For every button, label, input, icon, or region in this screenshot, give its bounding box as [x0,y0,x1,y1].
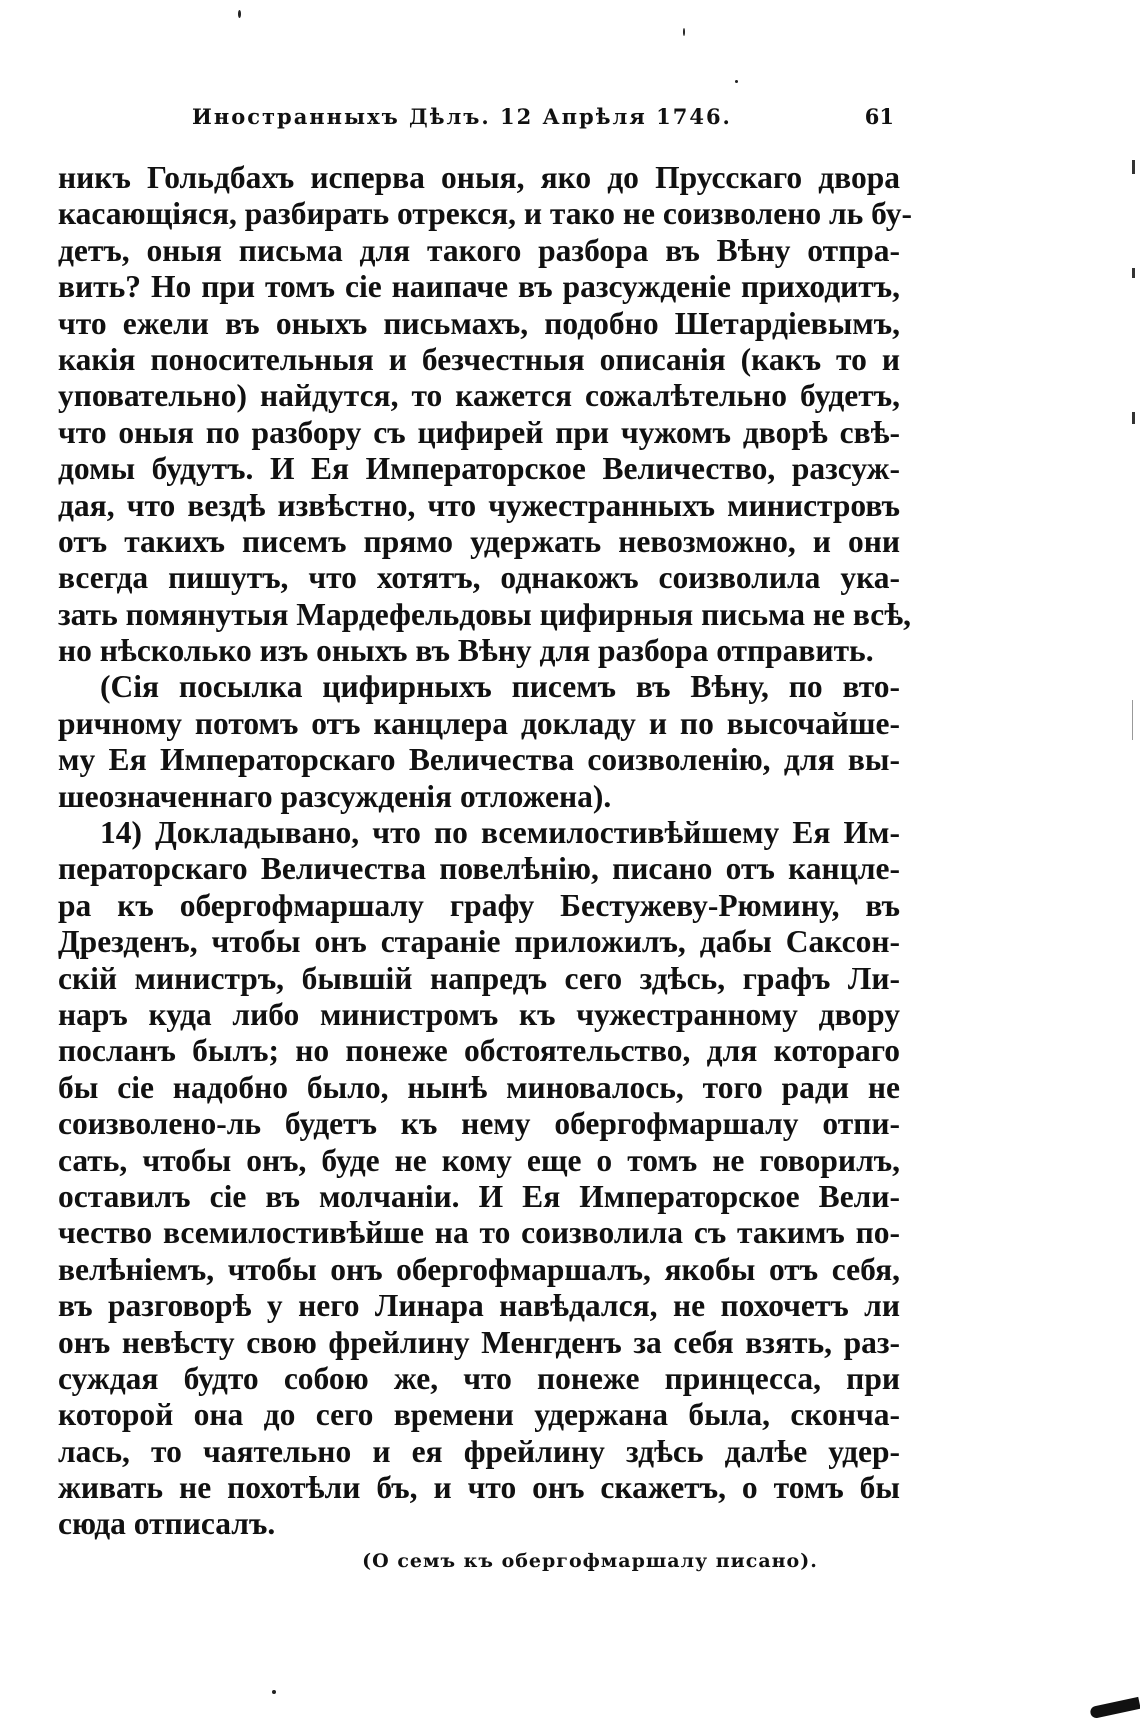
text-line: онъ невѣсту свою фрейлину Менгденъ за себя взять, раз- [58,1324,900,1360]
text-line: соизволено-ль будетъ къ нему обергофмаршалу отпи- [58,1106,900,1142]
text-line: касающіяся, разбирать отрекся, и тако не соизволено ль бу- [58,196,912,232]
running-header [192,104,894,140]
text-line: наръ куда либо министромъ къ чужестранному двору [58,996,900,1032]
text-line: дая, что вездѣ извѣстно, что чужестранныхъ министровъ [58,487,900,523]
text-line: му Ея Императорскаго Величества соизволенію, для вы- [58,742,900,778]
scan-speck [272,1690,276,1694]
text-line: что ежели въ оныхъ письмахъ, подобно Шетардіевымъ, [58,305,900,341]
text-line: велѣніемъ, чтобы онъ обергофмаршалъ, якобы отъ себя, [58,1251,900,1287]
text-line: что оныя по разбору съ цифирей при чужомъ дворѣ свѣ- [58,414,900,450]
scan-edge-mark [1132,268,1135,278]
text-line: 14) Докладывано, что по всемилостивѣйшему Ея Им- [100,815,900,851]
running-title: Иностранныхъ Дѣлъ. 12 Апрѣля 1746. [192,104,732,129]
text-line: сать, чтобы онъ, буде не кому еще о томъ не говорилъ, [58,1142,900,1178]
text-line: зать помянутыя Мардефельдовы цифирныя письма не всѣ, [58,596,912,632]
text-line: вить? Но при томъ сіе наипаче въ разсужденіе приходитъ, [58,269,900,305]
text-line: посланъ былъ; но понеже обстоятельство, для котораго [58,1033,900,1069]
text-line: Дрезденъ, чтобы онъ стараніе приложилъ, дабы Саксон- [58,924,900,960]
text-line: ричному потомъ отъ канцлера докладу и по высочайше- [58,705,900,741]
text-line: но нѣсколько изъ оныхъ въ Вѣну для разбора отправить. [58,633,874,669]
scan-speck [735,80,738,83]
text-line: шеозначеннаго разсужденія отложена). [58,778,612,814]
text-line: ператорскаго Величества повелѣнію, писано отъ канцле- [58,851,900,887]
text-line: домы будутъ. И Ея Императорское Величество, разсуж- [58,451,900,487]
body-text [58,160,912,1543]
text-line: оставилъ сіе въ молчаніи. И Ея Императорское Вели- [58,1178,900,1214]
scan-edge-mark [1132,160,1135,174]
text-line: бы сіе надобно было, нынѣ миновалось, того ради не [58,1069,900,1105]
text-line: скій министръ, бывшій напредъ сего здѣсь, графъ Ли- [58,960,900,996]
text-line: детъ, оныя письма для такого разбора въ Вѣну отпра- [58,232,900,268]
scan-corner-mark [1089,1697,1140,1719]
scan-speck [683,28,685,36]
text-line: отъ такихъ писемъ прямо удержать невозможно, и они [58,523,900,559]
text-line: (Сія посылка цифирныхъ писемъ въ Вѣну, по вто- [100,669,900,705]
text-line: которой она до сего времени удержана была, сконча- [58,1397,900,1433]
text-line: суждая будто собою же, что понеже принцесса, при [58,1360,900,1396]
scan-edge-mark [1132,700,1133,740]
scan-edge-mark [1132,412,1135,424]
text-line: ра къ обергофмаршалу графу Бестужеву-Рюмину, въ [58,887,900,923]
text-line: уповательно) найдутся, то кажется сожалѣтельно будетъ, [58,378,900,414]
text-line: чество всемилостивѣйше на то соизволила съ такимъ по- [58,1215,900,1251]
text-line: живать не похотѣли бъ, и что онъ скажетъ, о томъ бы [58,1470,900,1506]
text-line: лась, то чаятельно и ея фрейлину здѣсь далѣе удер- [58,1433,900,1469]
scan-speck [238,10,241,18]
editorial-note: (О семъ къ обергофмаршалу писано). [362,1550,818,1572]
text-line: никъ Гольдбахъ исперва оныя, яко до Прусскаго двора [58,160,900,195]
text-line: всегда пишутъ, что хотятъ, однакожъ соизволила ука- [58,560,900,596]
text-line: въ разговорѣ у него Линара навѣдался, не похочетъ ли [58,1288,900,1324]
page-number: 61 [864,104,894,129]
text-line: сюда отписалъ. [58,1506,276,1542]
text-line: какія поносительныя и безчестныя описанія (какъ то и [58,341,900,377]
